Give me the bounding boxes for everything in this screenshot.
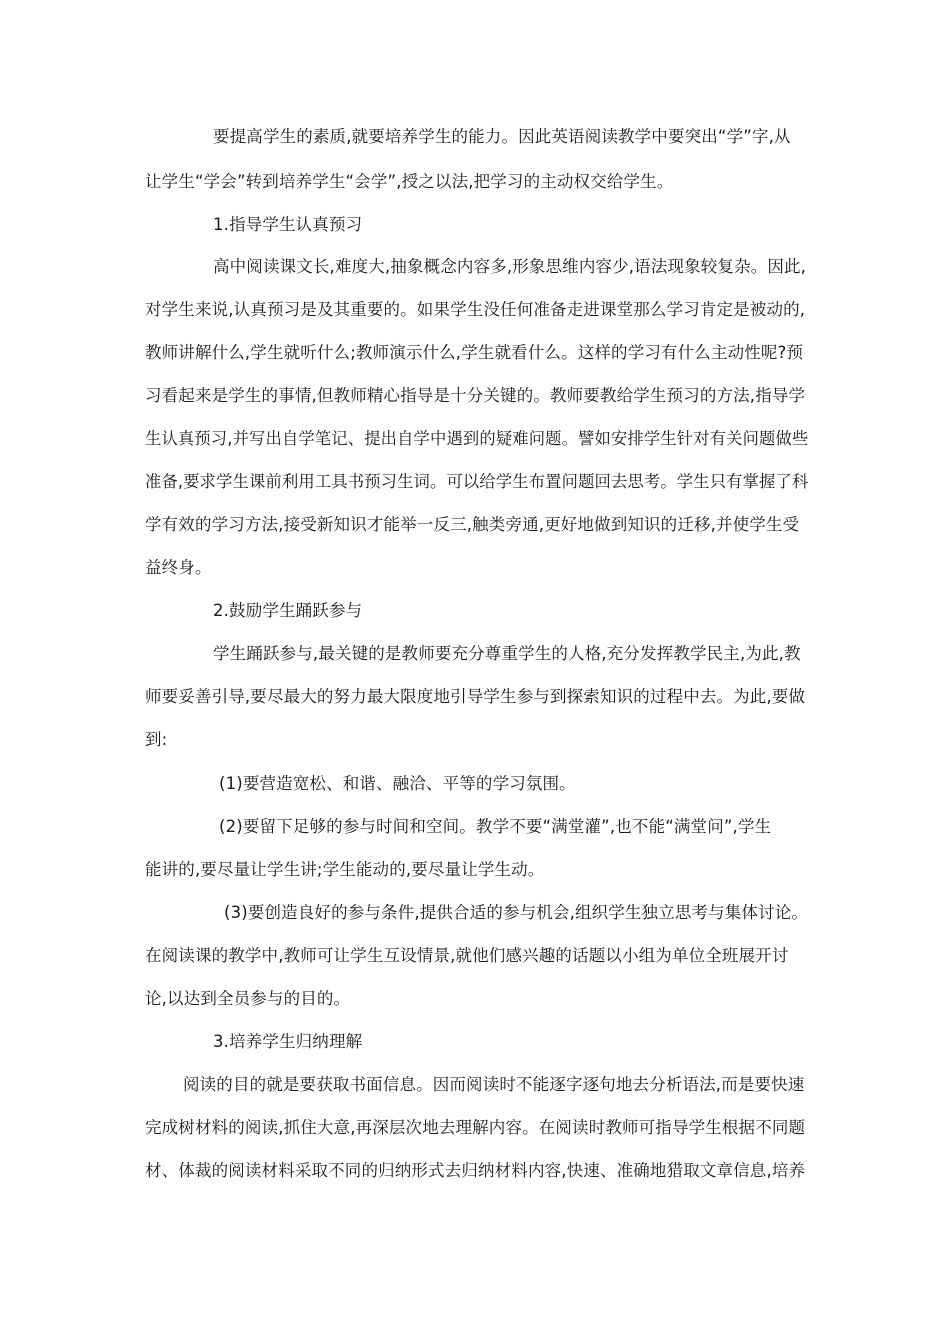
paragraph-line: 能讲的,要尽量让学生讲;学生能动的,要尽量让学生动。: [145, 860, 545, 879]
section-heading: 3.培养学生归纳理解: [213, 1032, 363, 1051]
section-heading: 1.指导学生认真预习: [213, 215, 363, 234]
paragraph-line: 完成树材料的阅读,抓住大意,再深层次地去理解内容。在阅读时教师可指导学生根据不同题: [145, 1118, 806, 1137]
paragraph-line: 让学生“学会”转到培养学生“会学”,授之以法,把学习的主动权交给学生。: [145, 172, 674, 191]
paragraph-line: 对学生来说,认真预习是及其重要的。如果学生没任何准备走进课堂那么学习肯定是被动的,: [145, 300, 806, 319]
paragraph-line: 论,以达到全员参与的目的。: [145, 989, 351, 1008]
paragraph-line: 益终身。: [145, 558, 212, 577]
paragraph-line: 要提高学生的素质,就要培养学生的能力。因此英语阅读教学中要突出“学”字,从: [213, 127, 791, 146]
paragraph-line: 阅读的目的就是要获取书面信息。因而阅读时不能逐字逐句地去分析语法,而是要快速: [183, 1075, 805, 1094]
list-item: (2)要留下足够的参与时间和空间。教学不要“满堂灌”,也不能“满堂问”,学生: [219, 817, 772, 836]
section-heading: 2.鼓励学生踊跃参与: [213, 601, 363, 620]
paragraph-line: 师要妥善引导,要尽最大的努力最大限度地引导学生参与到探索知识的过程中去。为此,要做: [145, 687, 806, 706]
paragraph-line: 到:: [145, 730, 168, 749]
paragraph-line: 教师讲解什么,学生就听什么;教师演示什么,学生就看什么。这样的学习有什么主动性呢?预: [145, 343, 804, 362]
paragraph-line: 习看起来是学生的事情,但教师精心指导是十分关键的。教师要教给学生预习的方法,指导学: [145, 386, 806, 405]
paragraph-line: 学生踊跃参与,最关键的是教师要充分尊重学生的人格,充分发挥教学民主,为此,教: [213, 644, 801, 663]
paragraph-line: 准备,要求学生课前利用工具书预习生词。可以给学生布置问题回去思考。学生只有掌握了科: [145, 472, 809, 491]
list-item: (3)要创造良好的参与条件,提供合适的参与机会,组织学生独立思考与集体讨论。: [224, 903, 809, 922]
paragraph-line: 材、体裁的阅读材料采取不同的归纳形式去归纳材料内容,快速、准确地猎取文章信息,培养: [145, 1161, 806, 1180]
paragraph-line: 学有效的学习方法,接受新知识才能举一反三,触类旁通,更好地做到知识的迁移,并使学生受: [145, 515, 800, 534]
paragraph-line: 生认真预习,并写出自学笔记、提出自学中遇到的疑难问题。譬如安排学生针对有关问题做些: [145, 429, 809, 448]
paragraph-line: 高中阅读课文长,难度大,抽象概念内容多,形象思维内容少,语法现象较复杂。因此,: [213, 257, 807, 276]
paragraph-line: 在阅读课的教学中,教师可让学生互设情景,就他们感兴趣的话题以小组为单位全班展开讨: [145, 946, 789, 965]
list-item: (1)要营造宽松、和谐、融洽、平等的学习氛围。: [219, 774, 576, 793]
